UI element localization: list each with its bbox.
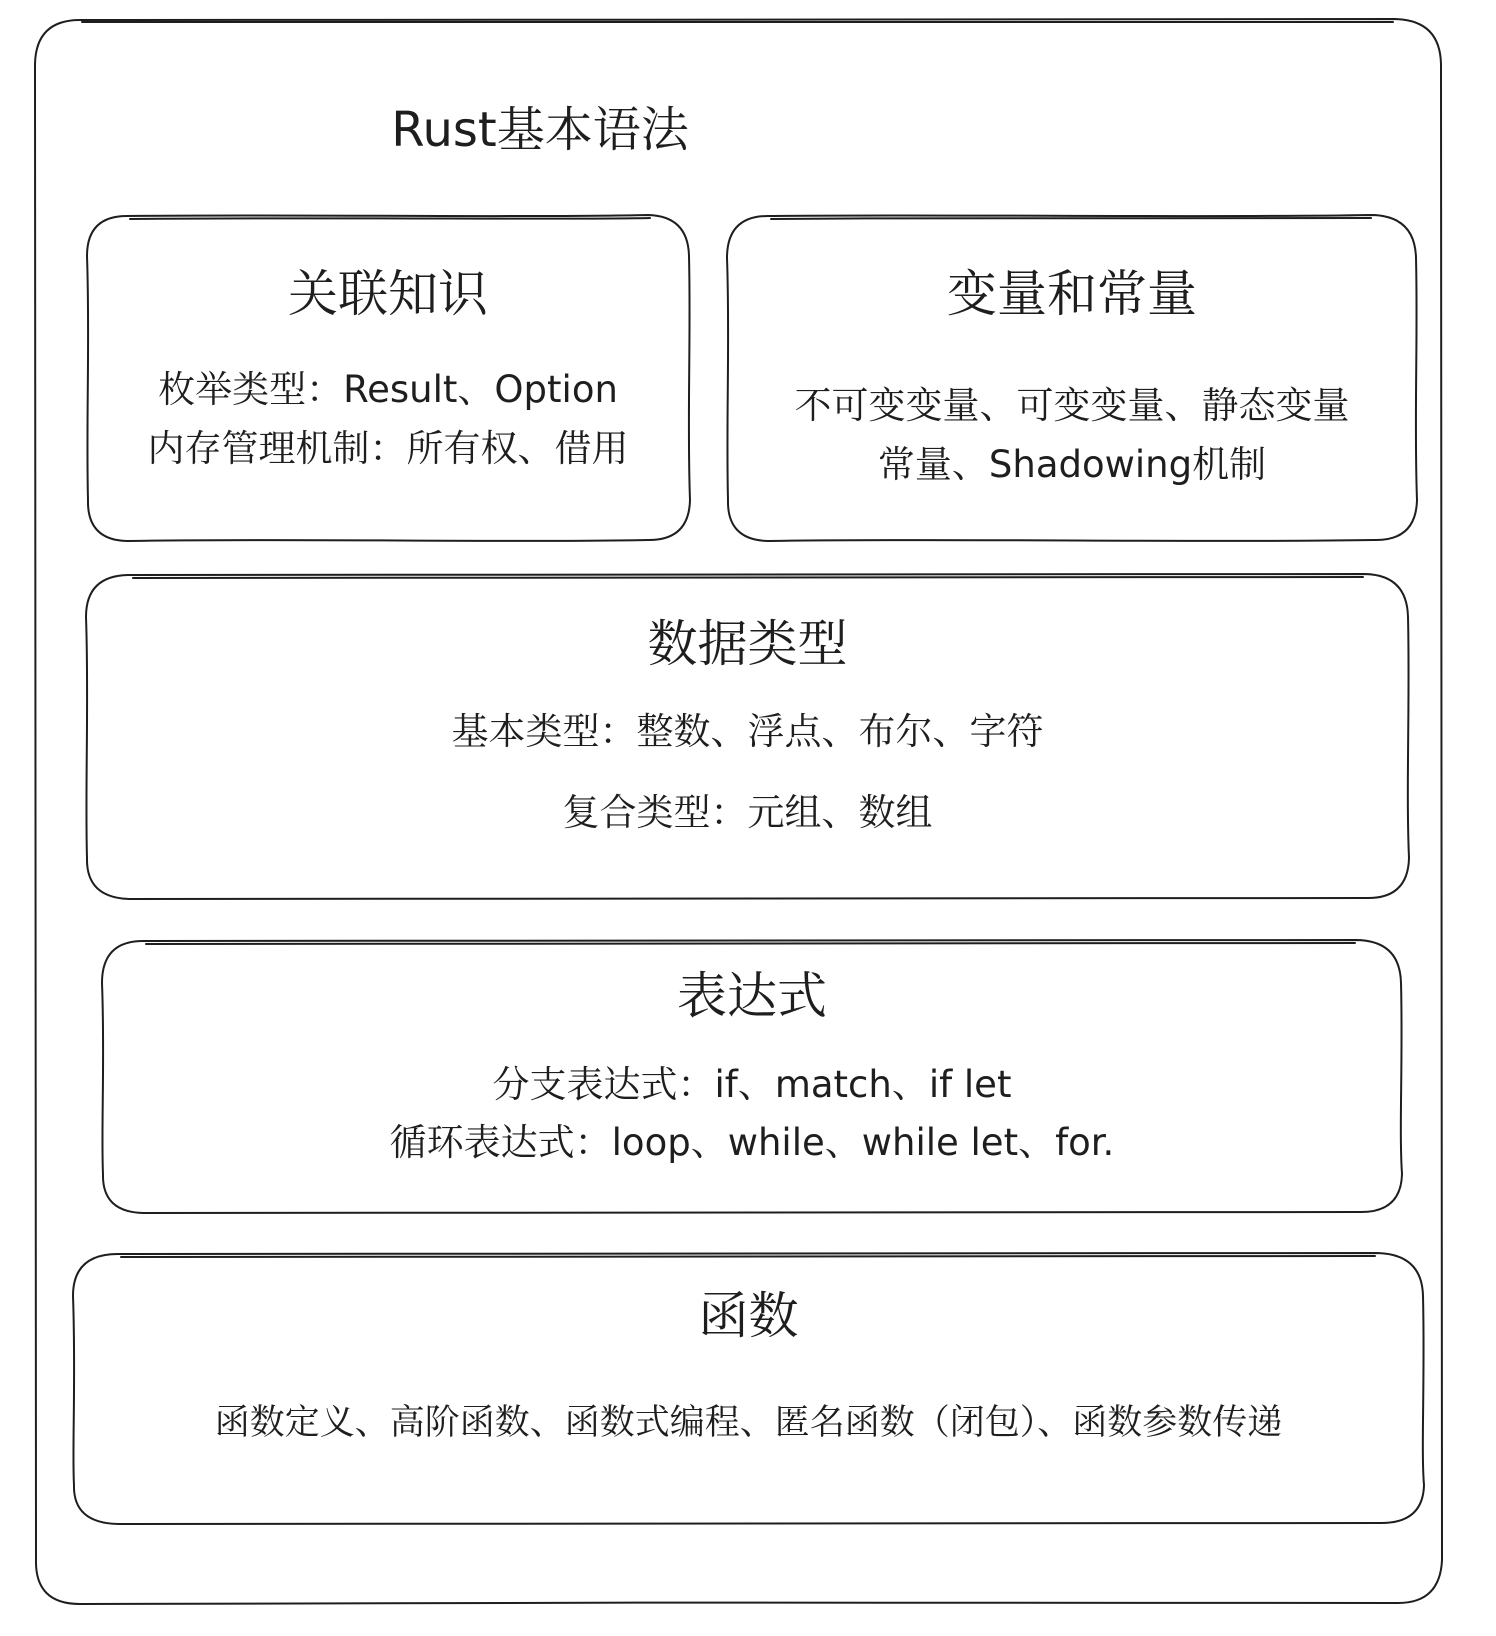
expressions-line-loop: 循环表达式：loop、while、while let、for. [389,1121,1115,1164]
functions-title: 函数 [698,1287,799,1345]
variables-title: 变量和常量 [947,265,1197,323]
variables-line-constants: 常量、Shadowing机制 [877,443,1267,486]
main-title: Rust基本语法 [391,102,689,158]
expressions-line-branch: 分支表达式：if、match、if let [492,1063,1012,1106]
related-line-memory: 内存管理机制：所有权、借用 [147,427,629,470]
datatypes-line-compound: 复合类型：元组、数组 [562,791,933,834]
variables-line-kinds: 不可变变量、可变变量、静态变量 [794,384,1350,427]
expressions-title: 表达式 [677,967,827,1025]
related-line-enum: 枚举类型：Result、Option [158,368,618,411]
functions-line-topics: 函数定义、高阶函数、函数式编程、匿名函数（闭包）、函数参数传递 [214,1403,1283,1443]
datatypes-line-basic: 基本类型：整数、浮点、布尔、字符 [451,710,1044,753]
related-title: 关联知识 [288,265,488,323]
datatypes-title: 数据类型 [647,615,848,673]
